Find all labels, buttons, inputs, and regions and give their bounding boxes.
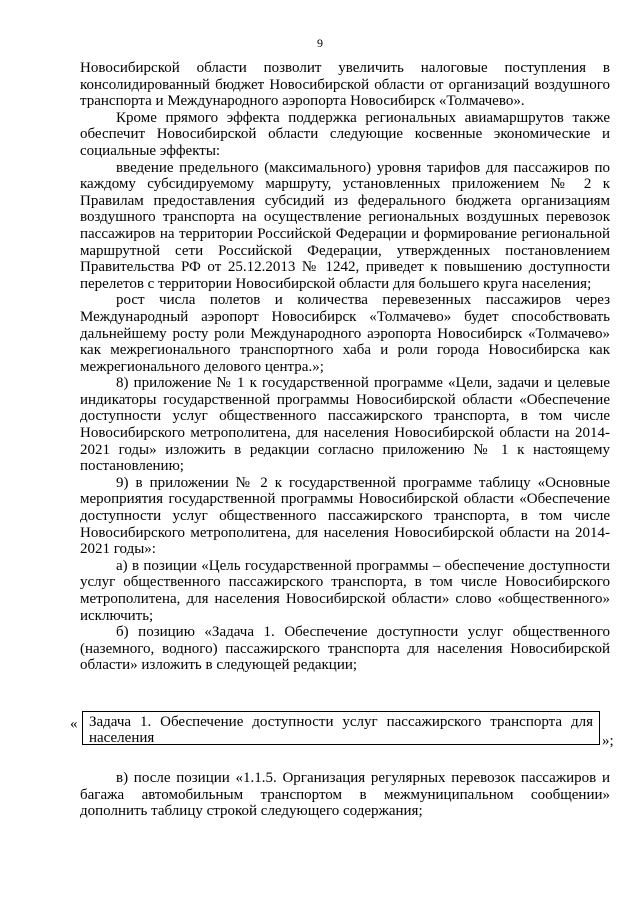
paragraph-item-9a: а) в позиции «Цель государственной программы – обеспечение доступности услуг общественного пассажирского транспорта, в том числе Новосибирского метрополитена, для населения Новосибирской области» слово «общественного» исключить; bbox=[80, 557, 610, 624]
paragraph-indirect-effects: Кроме прямого эффекта поддержка региональных авиамаршрутов также обеспечит Новосибирской области следующие косвенные экономические и социальные эффекты: bbox=[80, 109, 610, 159]
page-number: 9 bbox=[317, 36, 323, 50]
quote-close-mark: »; bbox=[602, 733, 614, 749]
paragraph-item-9: 9) в приложении № 2 к государственной программе таблицу «Основные мероприятия государственной программы Новосибирской области «Обеспечение доступности услуг общественного пассажирского транспорта, в том числе Новосибирского метрополитена, для населения Новосибирской области на 2014-2021 годы»: bbox=[80, 474, 610, 558]
paragraph-item-9b: б) позицию «Задача 1. Обеспечение доступности услуг общественного (наземного, водного) пассажирского транспорта для населения Новосибирской области» изложить в следующей редакции; bbox=[80, 624, 610, 674]
paragraph-item-8: 8) приложение № 1 к государственной программе «Цели, задачи и целевые индикаторы государственной программы Новосибирской области «Обеспечение доступности услуг общественного пассажирского транспорта, в том числе Новосибирского метрополитена, для населения Новосибирской области на 2014-2021 годы» изложить в редакции согласно приложению № 1 к настоящему постановлению; bbox=[80, 375, 610, 475]
paragraph-flight-growth: рост числа полетов и количества перевезенных пассажиров через Международный аэропорт Новосибирск «Толмачево» будет способствовать дальнейшему росту роли Международного аэропорта Новосибирск «Толмачево» как межрегионального транспортного хаба и роли города Новосибирска как межрегионального делового центра.»; bbox=[80, 292, 610, 375]
quoted-table-row bbox=[70, 711, 620, 751]
paragraph-tariff-limit: введение предельного (максимального) уровня тарифов для пассажиров по каждому субсидируемому маршруту, установленных приложением № 2 к Правилам предоставления субсидий из федерального бюджета организациям воздушного транспорта на осуществление региональных воздушных перевозок пассажиров на территории Российской Федерации и формирование региональной маршрутной сети Российской Федерации, утвержденных постановлением Правительства РФ от 25.12.2013 № 1242, приведет к повышению доступности перелетов с территории Новосибирской области для большего круга населения; bbox=[80, 159, 610, 292]
paragraph-item-9v: в) после позиции «1.1.5. Организация регулярных перевозок пассажиров и багажа автомобильным транспортом в межмуниципальном сообщении» дополнить таблицу строкой следующего содержания; bbox=[80, 770, 610, 820]
document-body-continued bbox=[80, 770, 610, 820]
table-row-cell: Задача 1. Обеспечение доступности услуг пассажирского транспорта для населения bbox=[82, 711, 600, 745]
quote-open-mark: « bbox=[70, 716, 78, 732]
document-body bbox=[80, 60, 610, 674]
paragraph-continuation: Новосибирской области позволит увеличить налоговые поступления в консолидированный бюджет Новосибирской области от организаций воздушного транспорта и Международного аэропорта Новосибирск «Толмачево». bbox=[80, 60, 610, 110]
